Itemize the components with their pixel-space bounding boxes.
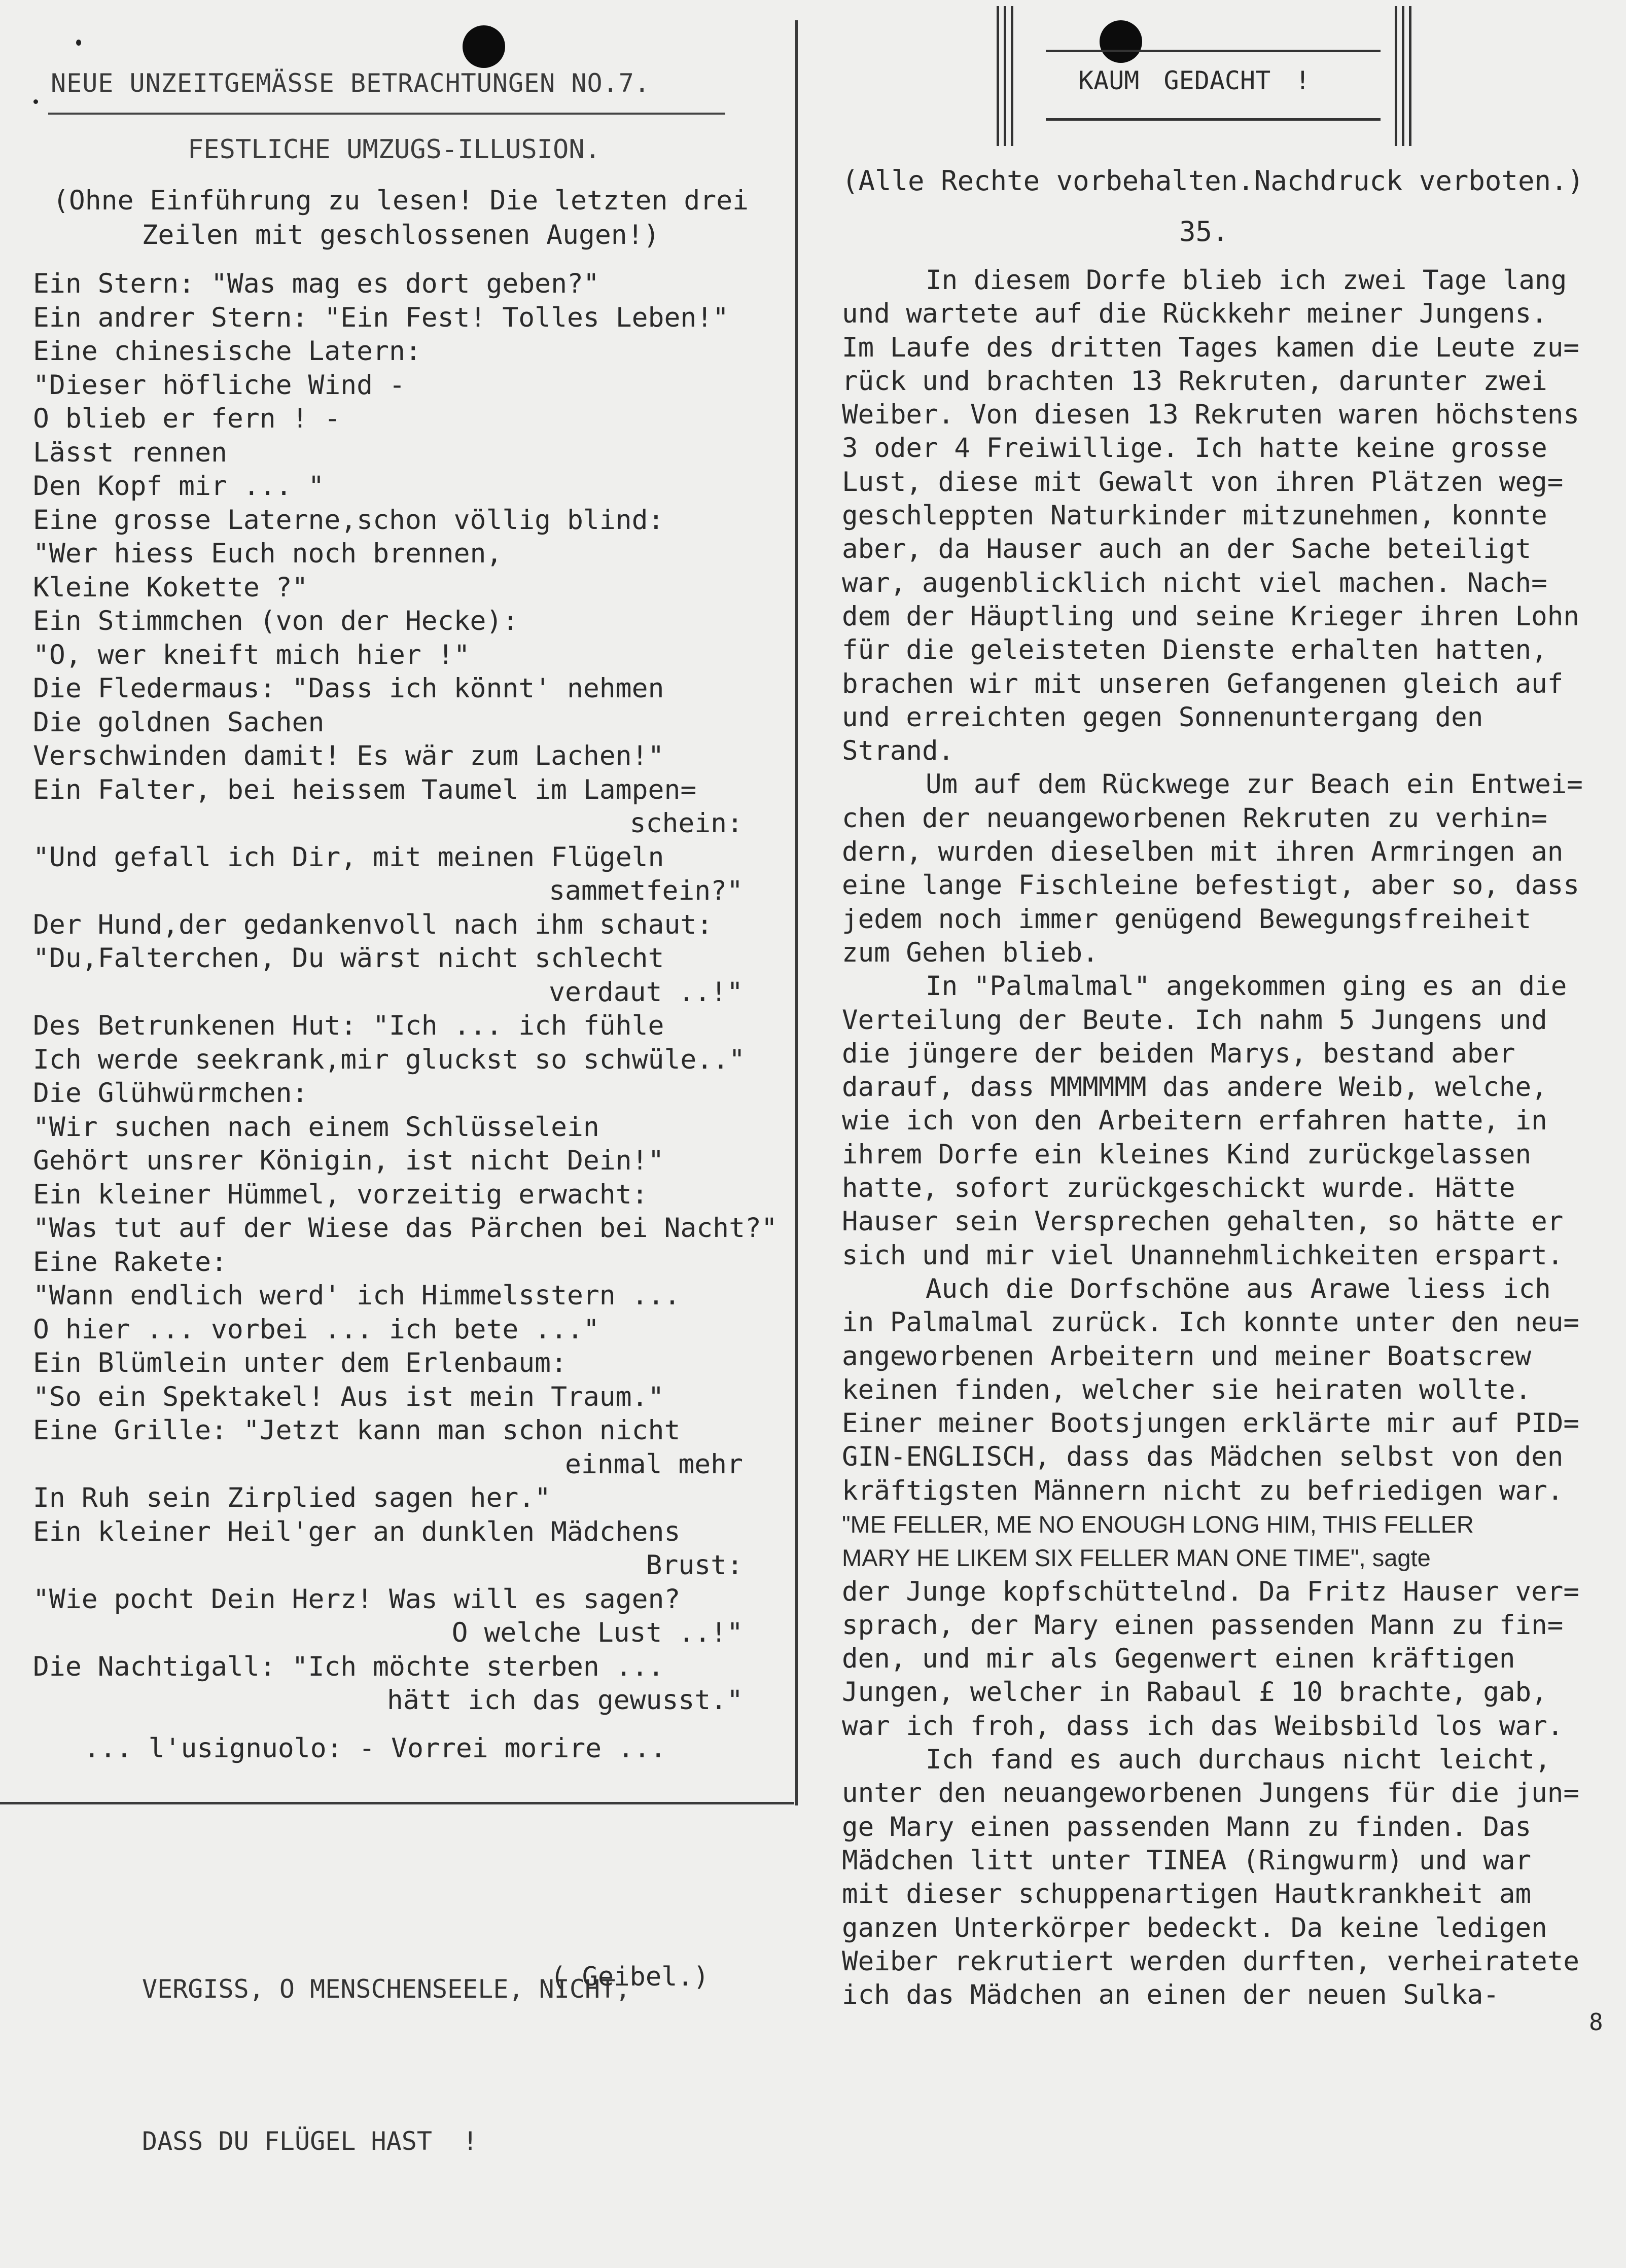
motto-line: DASS DU FLÜGEL HAST ! (142, 2127, 478, 2156)
series-header-title: KAUM GEDACHT ! (1078, 66, 1311, 95)
poem-line: Ein Stern: "Was mag es dort geben?" (33, 268, 599, 299)
poem-line: Ein kleiner Hümmel, vorzeitig erwacht: (33, 1179, 648, 1210)
poem-line: Gehört unsrer Königin, ist nicht Dein!" (33, 1145, 664, 1176)
poem-line: "Und gefall ich Dir, mit meinen Flügeln (33, 841, 664, 873)
poem-line: Brust: (646, 1550, 743, 1581)
prose-line: Einer meiner Bootsjungen erklärte mir auf PID= (842, 1408, 1579, 1439)
prose-line: hatte, sofort zurückgeschickt wurde. Hätte (842, 1173, 1515, 1204)
poem-line: Kleine Kokette ?" (33, 572, 308, 603)
poem-line: "Dieser höfliche Wind - (33, 369, 405, 401)
prose-line: geschleppten Naturkinder mitzunehmen, konnte (842, 500, 1547, 531)
prose-line: unter den neuangeworbenen Jungens für die jun= (842, 1778, 1579, 1809)
story-body (842, 264, 1618, 2012)
poem-line: Eine grosse Laterne,schon völlig blind: (33, 504, 664, 536)
poem-intro (36, 184, 766, 253)
prose-line: ihrem Dorfe ein kleines Kind zurückgelassen (842, 1139, 1532, 1170)
ink-speck (76, 40, 81, 46)
poem-line: ... l'usignuolo: - Vorrei morire ... (84, 1732, 666, 1764)
poem-title: FESTLICHE UMZUGS-ILLUSION. (188, 134, 600, 165)
poem-line: verdaut ..!" (549, 976, 743, 1008)
prose-line: sprach, der Mary einen passenden Mann zu fin= (842, 1609, 1564, 1641)
prose-line: Hauser sein Versprechen gehalten, so hätte er (842, 1206, 1564, 1237)
prose-line: und erreichten gegen Sonnenuntergang den (842, 701, 1483, 733)
poem-line: "Du,Falterchen, Du wärst nicht schlecht (33, 943, 664, 974)
poem-line: "So ein Spektakel! Aus ist mein Traum." (33, 1381, 664, 1412)
motto-quote (142, 1862, 630, 2268)
motto-attribution: ( Geibel.) (550, 1962, 710, 1992)
page-number: 8 (1589, 2008, 1603, 2036)
poem-line: einmal mehr (565, 1448, 743, 1480)
prose-line: für die geleisteten Dienste erhalten hatten, (842, 634, 1547, 666)
poem-line: sammetfein?" (549, 875, 743, 906)
prose-line: war ich froh, dass ich das Weibsbild los war. (842, 1710, 1564, 1742)
poem-line: Ein Falter, bei heissem Taumel im Lampen= (33, 774, 697, 805)
prose-line: ich das Mädchen an einen der neuen Sulka- (842, 1979, 1499, 2011)
poem-line: Eine Grille: "Jetzt kann man schon nicht (33, 1415, 681, 1446)
poem-line: Eine chinesische Latern: (33, 336, 421, 367)
prose-line: den, und mir als Gegenwert einen kräftigen (842, 1643, 1515, 1675)
prose-line: dem der Häuptling und seine Krieger ihren Lohn (842, 600, 1579, 632)
poem-line: O hier ... vorbei ... ich bete ..." (33, 1314, 599, 1345)
prose-line: mit dieser schuppenartigen Hautkrankheit am (842, 1879, 1532, 1910)
prose-line: MARY HE LIKEM SIX FELLER MAN ONE TIME", sagte (842, 1544, 1431, 1572)
prose-line: der Junge kopfschüttelnd. Da Fritz Hauser ver= (842, 1576, 1579, 1607)
prose-line: wie ich von den Arbeitern erfahren hatte, in (842, 1105, 1547, 1137)
poem-line: Die Nachtigall: "Ich möchte sterben ... (33, 1651, 664, 1682)
intro-line: Zeilen mit geschlossenen Augen!) (142, 220, 660, 251)
poem-line: Eine Rakete: (33, 1246, 227, 1278)
poem-line: Verschwinden damit! Es wär zum Lachen!" (33, 740, 664, 771)
intro-line: (Ohne Einführung zu lesen! Die letzten drei (52, 185, 749, 216)
punch-hole (463, 25, 505, 68)
prose-line: GIN-ENGLISCH, dass das Mädchen selbst von den (842, 1441, 1564, 1473)
prose-line: Mädchen litt unter TINEA (Ringwurm) und war (842, 1845, 1532, 1876)
prose-line: In "Palmalmal" angekommen ging es an die (926, 971, 1567, 1002)
series-title: NEUE UNZEITGEMÄSSE BETRACHTUNGEN NO.7. (51, 68, 650, 98)
poem-line: Lässt rennen (33, 437, 227, 468)
prose-line: chen der neuangeworbenen Rekruten zu verhin= (842, 802, 1547, 834)
poem-line: Die Fledermaus: "Dass ich könnt' nehmen (33, 673, 664, 704)
title-rule (48, 113, 725, 115)
poem-line: Ein kleiner Heil'ger an dunklen Mädchens (33, 1516, 681, 1547)
prose-line: Im Laufe des dritten Tages kamen die Leute zu= (842, 332, 1579, 363)
poem-line: Ich werde seekrank,mir gluckst so schwüle.." (33, 1044, 745, 1075)
ink-speck (33, 99, 38, 104)
prose-line: und wartete auf die Rückkehr meiner Jungens. (842, 298, 1547, 330)
poem-line: In Ruh sein Zirplied sagen her." (33, 1482, 551, 1513)
prose-line: Um auf dem Rückwege zur Beach ein Entwei= (926, 769, 1583, 800)
poem-line: "Was tut auf der Wiese das Pärchen bei Nacht?" (33, 1213, 777, 1244)
prose-line: "ME FELLER, ME NO ENOUGH LONG HIM, THIS FELLER (842, 1510, 1474, 1538)
prose-line: ge Mary einen passenden Mann zu finden. Das (842, 1811, 1532, 1842)
prose-line: ganzen Unterkörper bedeckt. Da keine ledigen (842, 1912, 1547, 1943)
poem-line: schein: (629, 808, 743, 839)
motto-line: VERGISS, O MENSCHENSEELE, NICHT, (142, 1974, 631, 2004)
poem-line: "Wer hiess Euch noch brennen, (33, 538, 503, 569)
poem-line: Die goldnen Sachen (33, 706, 325, 738)
poem-line: hätt ich das gewusst." (387, 1685, 743, 1716)
poem-line: "Wie pocht Dein Herz! Was will es sagen? (33, 1583, 681, 1615)
prose-line: Verteilung der Beute. Ich nahm 5 Jungens und (842, 1004, 1547, 1036)
section-divider (0, 1802, 794, 1804)
column-divider (795, 20, 798, 1805)
prose-line: sich und mir viel Unannehmlichkeiten erspart. (842, 1239, 1564, 1271)
poem-line: Ein Stimmchen (von der Hecke): (33, 606, 519, 636)
prose-line: in Palmalmal zurück. Ich konnte unter den neu= (842, 1307, 1579, 1338)
prose-line: jedem noch immer genügend Bewegungsfreiheit (842, 903, 1532, 935)
poem-line: Den Kopf mir ... " (33, 471, 325, 502)
prose-line: kräftigsten Männern nicht zu befriedigen war. (842, 1475, 1564, 1506)
prose-line: Weiber rekrutiert werden durften, verheiratete (842, 1945, 1579, 1977)
prose-line: 3 oder 4 Freiwillige. Ich hatte keine grosse (842, 433, 1547, 464)
prose-line: Strand. (842, 735, 955, 767)
poem-line: O blieb er fern ! - (33, 403, 341, 434)
prose-line: Auch die Dorfschöne aus Arawe liess ich (926, 1273, 1551, 1304)
prose-line: darauf, dass MMMMMM das andere Weib, welche, (842, 1072, 1547, 1103)
prose-line: Lust, diese mit Gewalt von ihren Plätzen weg= (842, 466, 1564, 498)
poem-line: "Wann endlich werd' ich Himmelsstern ... (33, 1280, 681, 1311)
header-box-left-lines (997, 6, 1017, 146)
poem-line: Ein andrer Stern: "Ein Fest! Tolles Leben!" (33, 302, 729, 333)
prose-line: rück und brachten 13 Rekruten, darunter zwei (842, 365, 1547, 397)
prose-line: eine lange Fischleine befestigt, aber so, dass (842, 870, 1579, 901)
poem-line: Der Hund,der gedankenvoll nach ihm schaut: (33, 909, 713, 940)
prose-line: dern, wurden dieselben mit ihren Armringen an (842, 836, 1564, 868)
prose-line: Jungen, welcher in Rabaul £ 10 brachte, gab, (842, 1677, 1547, 1708)
prose-line: In diesem Dorfe blieb ich zwei Tage lang (926, 265, 1567, 296)
prose-line: war, augenblicklich nicht viel machen. Nach= (842, 567, 1547, 598)
poem-line: Ein Blümlein unter dem Erlenbaum: (33, 1348, 567, 1378)
installment-number: 35. (1179, 216, 1229, 247)
prose-line: Weiber. Von diesen 13 Rekruten waren höchstens (842, 399, 1579, 431)
poem-line: O welche Lust ..!" (451, 1617, 743, 1648)
copyright-notice: (Alle Rechte vorbehalten.Nachdruck verboten.) (842, 165, 1584, 197)
poem-body (33, 267, 784, 1765)
header-box-right-lines (1395, 6, 1415, 146)
prose-line: die jüngere der beiden Marys, bestand aber (842, 1038, 1515, 1069)
prose-line: zum Gehen blieb. (842, 937, 1099, 968)
poem-line: "O, wer kneift mich hier !" (33, 639, 470, 670)
poem-line: Die Glühwürmchen: (33, 1078, 308, 1109)
prose-line: Ich fand es auch durchaus nicht leicht, (926, 1744, 1551, 1776)
prose-line: aber, da Hauser auch an der Sache beteiligt (842, 534, 1532, 565)
poem-line: Des Betrunkenen Hut: "Ich ... ich fühle (33, 1010, 664, 1041)
prose-line: keinen finden, welcher sie heiraten wollte. (842, 1374, 1532, 1405)
poem-line: "Wir suchen nach einem Schlüsselein (33, 1111, 599, 1143)
prose-line: brachen wir mit unseren Gefangenen gleich auf (842, 668, 1564, 699)
prose-line: angeworbenen Arbeitern und meiner Boatscrew (842, 1340, 1532, 1372)
